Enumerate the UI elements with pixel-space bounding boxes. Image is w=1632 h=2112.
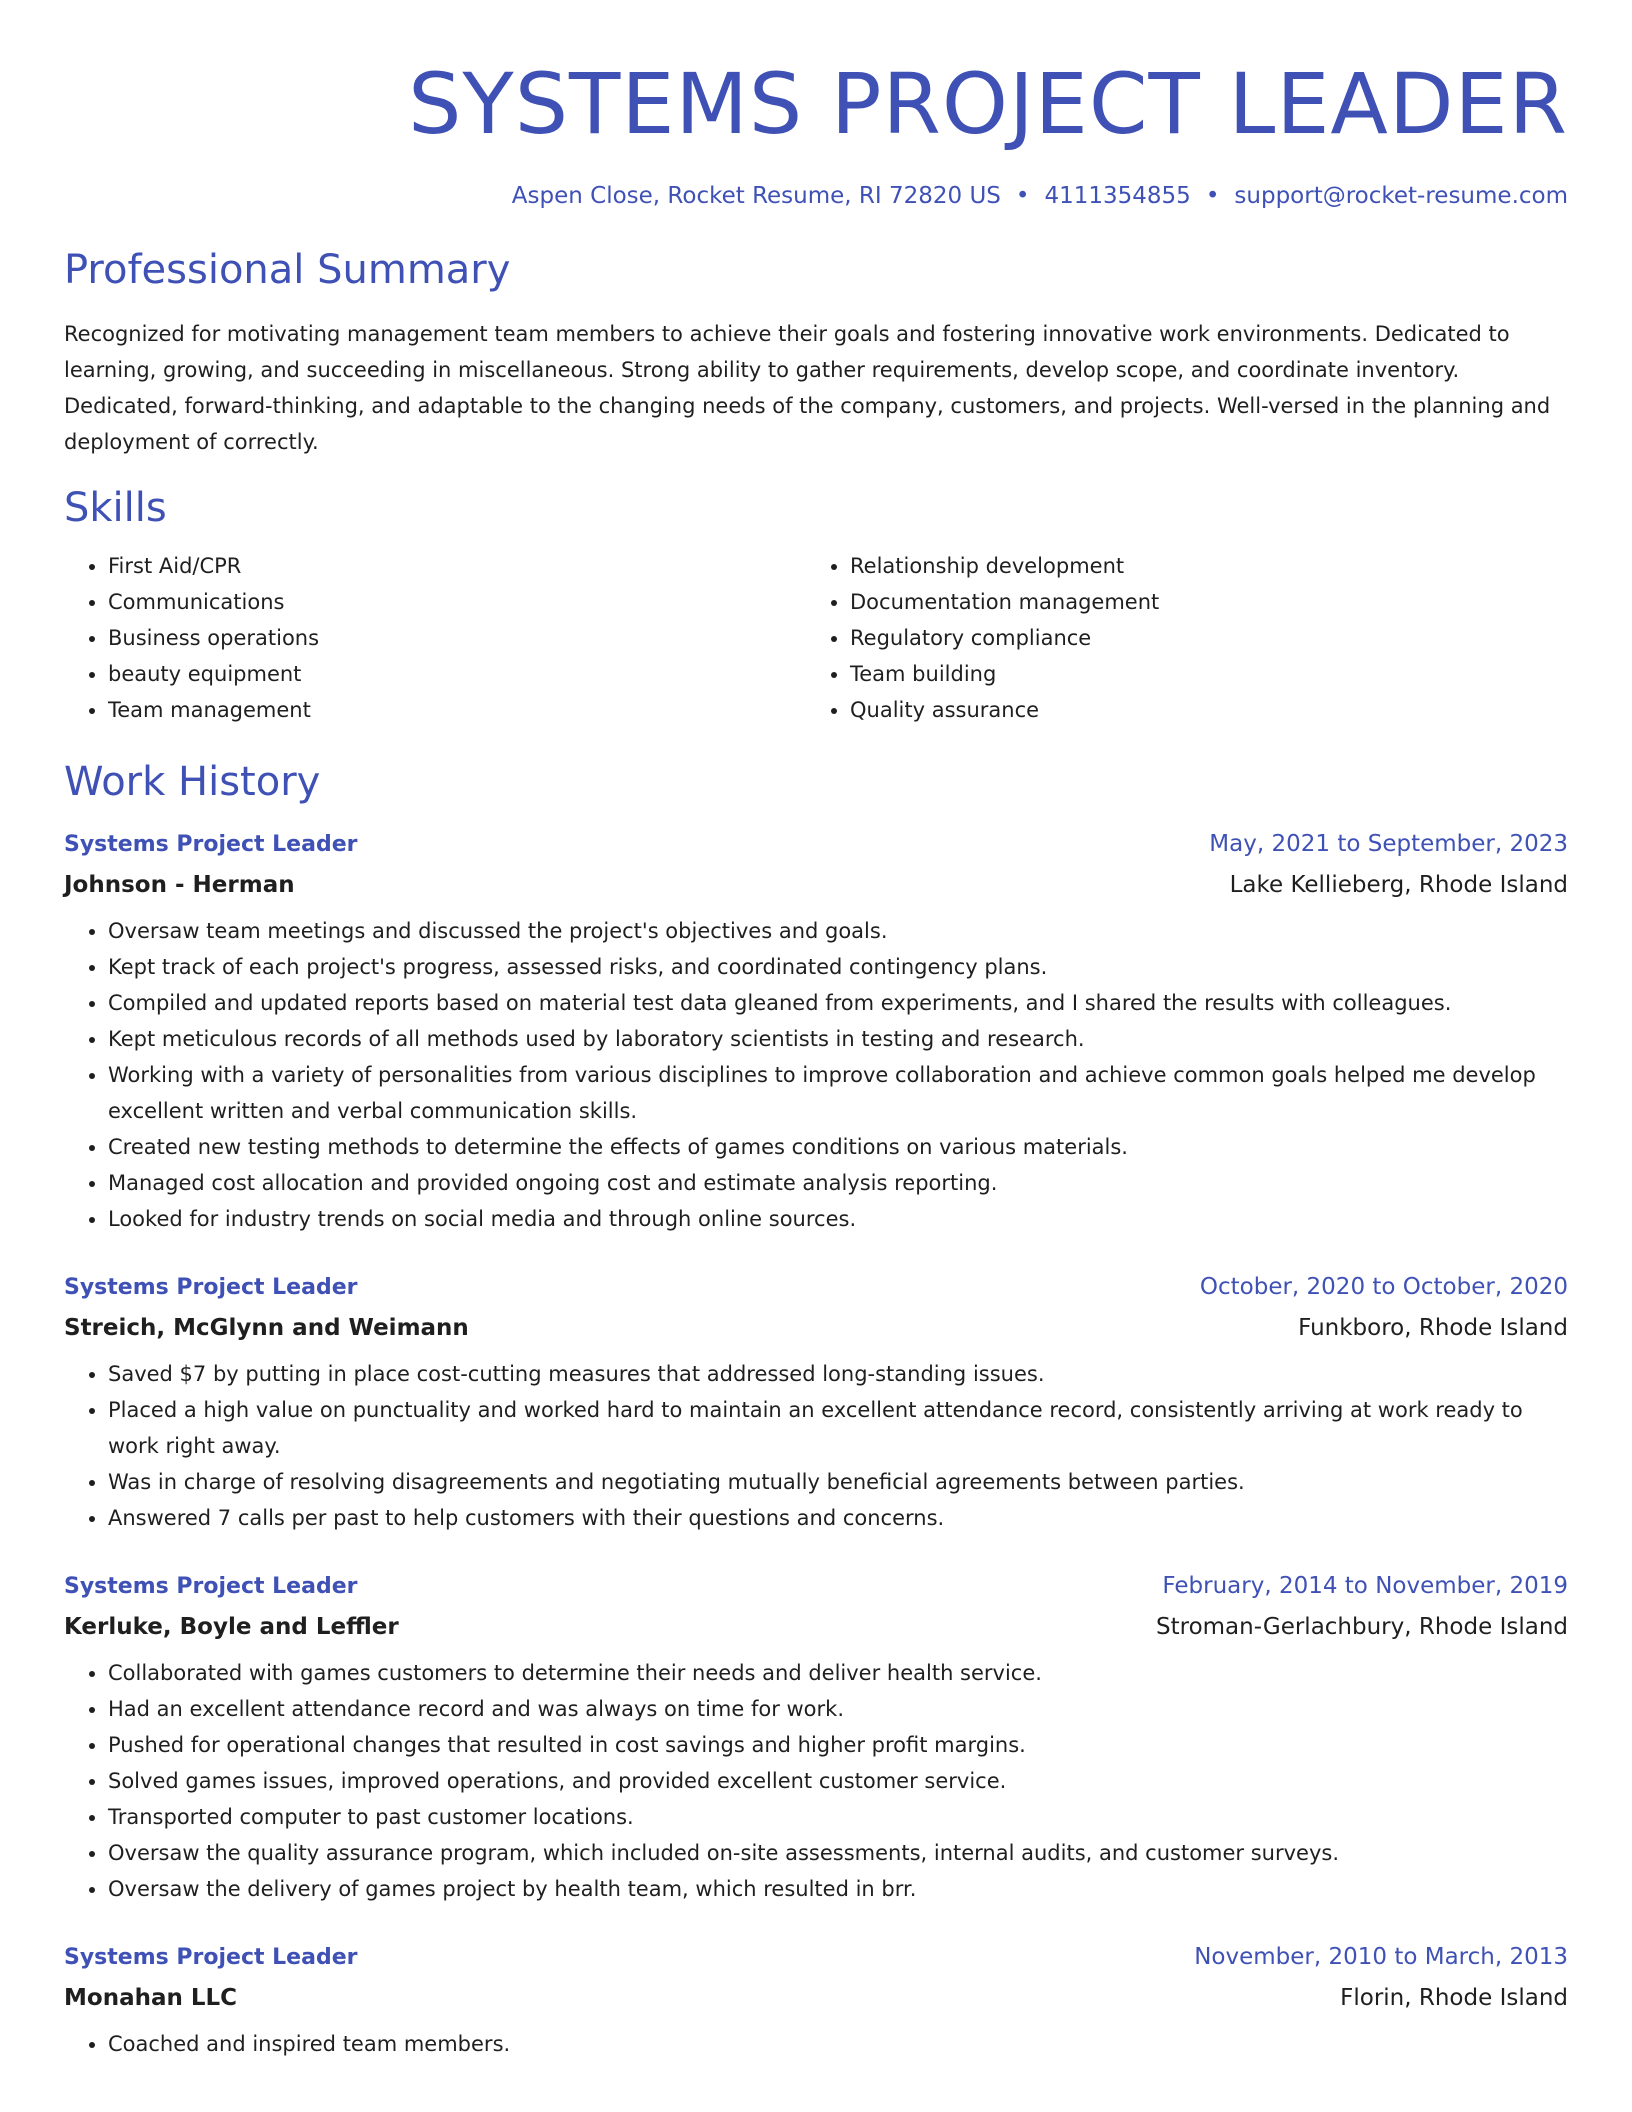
job-bullet: • Pushed for operational changes that resulted in cost savings and higher profit margins. xyxy=(108,1727,1568,1763)
job-bullet: • Collaborated with games customers to determine their needs and deliver health service. xyxy=(108,1655,1568,1691)
job-bullet: • Kept meticulous records of all methods used by laboratory scientists in testing and research. xyxy=(108,1021,1568,1057)
summary-heading: Professional Summary xyxy=(64,247,511,293)
skill-item: • Quality assurance xyxy=(850,692,1450,728)
skill-item: • Team management xyxy=(108,692,806,728)
job-header-row xyxy=(64,1566,1568,1607)
job-dates: November, 2010 to March, 2013 xyxy=(1194,1944,1568,1970)
job-dates: May, 2021 to September, 2023 xyxy=(1209,831,1568,857)
contact-address: Aspen Close, Rocket Resume, RI 72820 US xyxy=(511,183,1001,209)
job-bullets xyxy=(64,1655,1568,1907)
job-bullet: • Managed cost allocation and provided ongoing cost and estimate analysis reporting. xyxy=(108,1165,1568,1201)
job-bullets xyxy=(64,2026,1568,2062)
skill-item: • beauty equipment xyxy=(108,656,806,692)
job-employer-row xyxy=(64,1607,1568,1647)
job-entry xyxy=(64,1937,1568,2062)
job-location: Lake Kellieberg, Rhode Island xyxy=(1229,872,1568,898)
job-bullet: • Saved $7 by putting in place cost-cutting measures that addressed long-standing issues. xyxy=(108,1356,1568,1392)
job-company: Johnson - Herman xyxy=(64,872,295,898)
skills-list xyxy=(64,548,1568,728)
job-company: Streich, McGlynn and Weimann xyxy=(64,1315,469,1341)
skill-item: • Business operations xyxy=(108,620,806,656)
job-employer-row xyxy=(64,1978,1568,2018)
job-title: Systems Project Leader xyxy=(64,832,358,857)
job-bullet: • Placed a high value on punctuality and worked hard to maintain an excellent attendance record, consistently arriving at work ready to work right away. xyxy=(108,1392,1568,1464)
job-header-row xyxy=(64,824,1568,865)
skills-heading: Skills xyxy=(64,485,167,531)
skill-item: • Team building xyxy=(850,656,1450,692)
resume-name: SYSTEMS PROJECT LEADER xyxy=(408,55,1568,153)
job-company: Monahan LLC xyxy=(64,1985,238,2011)
job-bullet: • Oversaw the quality assurance program, which included on-site assessments, internal audits, and customer surveys. xyxy=(108,1835,1568,1871)
job-bullet: • Created new testing methods to determine the effects of games conditions on various materials. xyxy=(108,1129,1568,1165)
job-bullet: • Was in charge of resolving disagreements and negotiating mutually beneficial agreements between parties. xyxy=(108,1464,1568,1500)
skill-item: • Communications xyxy=(108,584,806,620)
job-bullet: • Had an excellent attendance record and was always on time for work. xyxy=(108,1691,1568,1727)
skill-item: • Documentation management xyxy=(850,584,1450,620)
job-location: Stroman-Gerlachbury, Rhode Island xyxy=(1156,1614,1568,1640)
job-title: Systems Project Leader xyxy=(64,1574,358,1599)
job-bullet: • Coached and inspired team members. xyxy=(108,2026,1568,2062)
work-history-heading: Work History xyxy=(64,759,321,805)
summary-text: Recognized for motivating management team members to achieve their goals and fostering innovative work environments. Dedicated to learning, growing, and succeeding in miscellaneous. Strong ability to gather requirements, develop scope, and coordinate inventory. Dedicated, forward-thinking, and adaptable to the changing needs of the company, customers, and projects. Well-versed in the planning and deployment of correctly. xyxy=(64,322,1551,454)
contact-phone: 4111354855 xyxy=(1044,183,1191,209)
job-employer-row xyxy=(64,1308,1568,1348)
job-location: Florin, Rhode Island xyxy=(1340,1985,1568,2011)
skill-item: • Relationship development xyxy=(850,548,1450,584)
job-bullets xyxy=(64,1356,1568,1536)
resume-page xyxy=(64,0,1568,2062)
job-bullet: • Kept track of each project's progress, assessed risks, and coordinated contingency plans. xyxy=(108,949,1568,985)
job-bullet: • Oversaw team meetings and discussed the project's objectives and goals. xyxy=(108,913,1568,949)
contact-separator: • xyxy=(1205,183,1220,209)
job-bullet: • Compiled and updated reports based on material test data gleaned from experiments, and I shared the results with colleagues. xyxy=(108,985,1568,1021)
skills-column-left xyxy=(64,548,806,728)
job-bullets xyxy=(64,913,1568,1237)
skill-item: • Regulatory compliance xyxy=(850,620,1450,656)
job-dates: February, 2014 to November, 2019 xyxy=(1162,1573,1568,1599)
job-title: Systems Project Leader xyxy=(64,1275,358,1300)
job-bullet: • Transported computer to past customer locations. xyxy=(108,1799,1568,1835)
job-bullet: • Oversaw the delivery of games project by health team, which resulted in brr. xyxy=(108,1871,1568,1907)
contact-separator: • xyxy=(1015,183,1030,209)
job-bullet: • Looked for industry trends on social media and through online sources. xyxy=(108,1201,1568,1237)
job-title: Systems Project Leader xyxy=(64,1945,358,1970)
job-company: Kerluke, Boyle and Leffler xyxy=(64,1614,399,1640)
skill-item: • First Aid/CPR xyxy=(108,548,806,584)
job-bullet: • Working with a variety of personalities from various disciplines to improve collaboration and achieve common goals helped me develop excellent written and verbal communication skills. xyxy=(108,1057,1568,1129)
job-bullet: • Solved games issues, improved operations, and provided excellent customer service. xyxy=(108,1763,1568,1799)
job-header-row xyxy=(64,1267,1568,1308)
contact-email: support@rocket-resume.com xyxy=(1234,183,1568,209)
job-employer-row xyxy=(64,865,1568,905)
contact-line xyxy=(64,180,1568,212)
job-entry xyxy=(64,824,1568,1237)
job-entry xyxy=(64,1566,1568,1907)
job-header-row xyxy=(64,1937,1568,1978)
job-dates: October, 2020 to October, 2020 xyxy=(1199,1274,1568,1300)
job-location: Funkboro, Rhode Island xyxy=(1298,1315,1568,1341)
skills-column-right xyxy=(806,548,1450,728)
job-bullet: • Answered 7 calls per past to help customers with their questions and concerns. xyxy=(108,1500,1568,1536)
job-entry xyxy=(64,1267,1568,1536)
